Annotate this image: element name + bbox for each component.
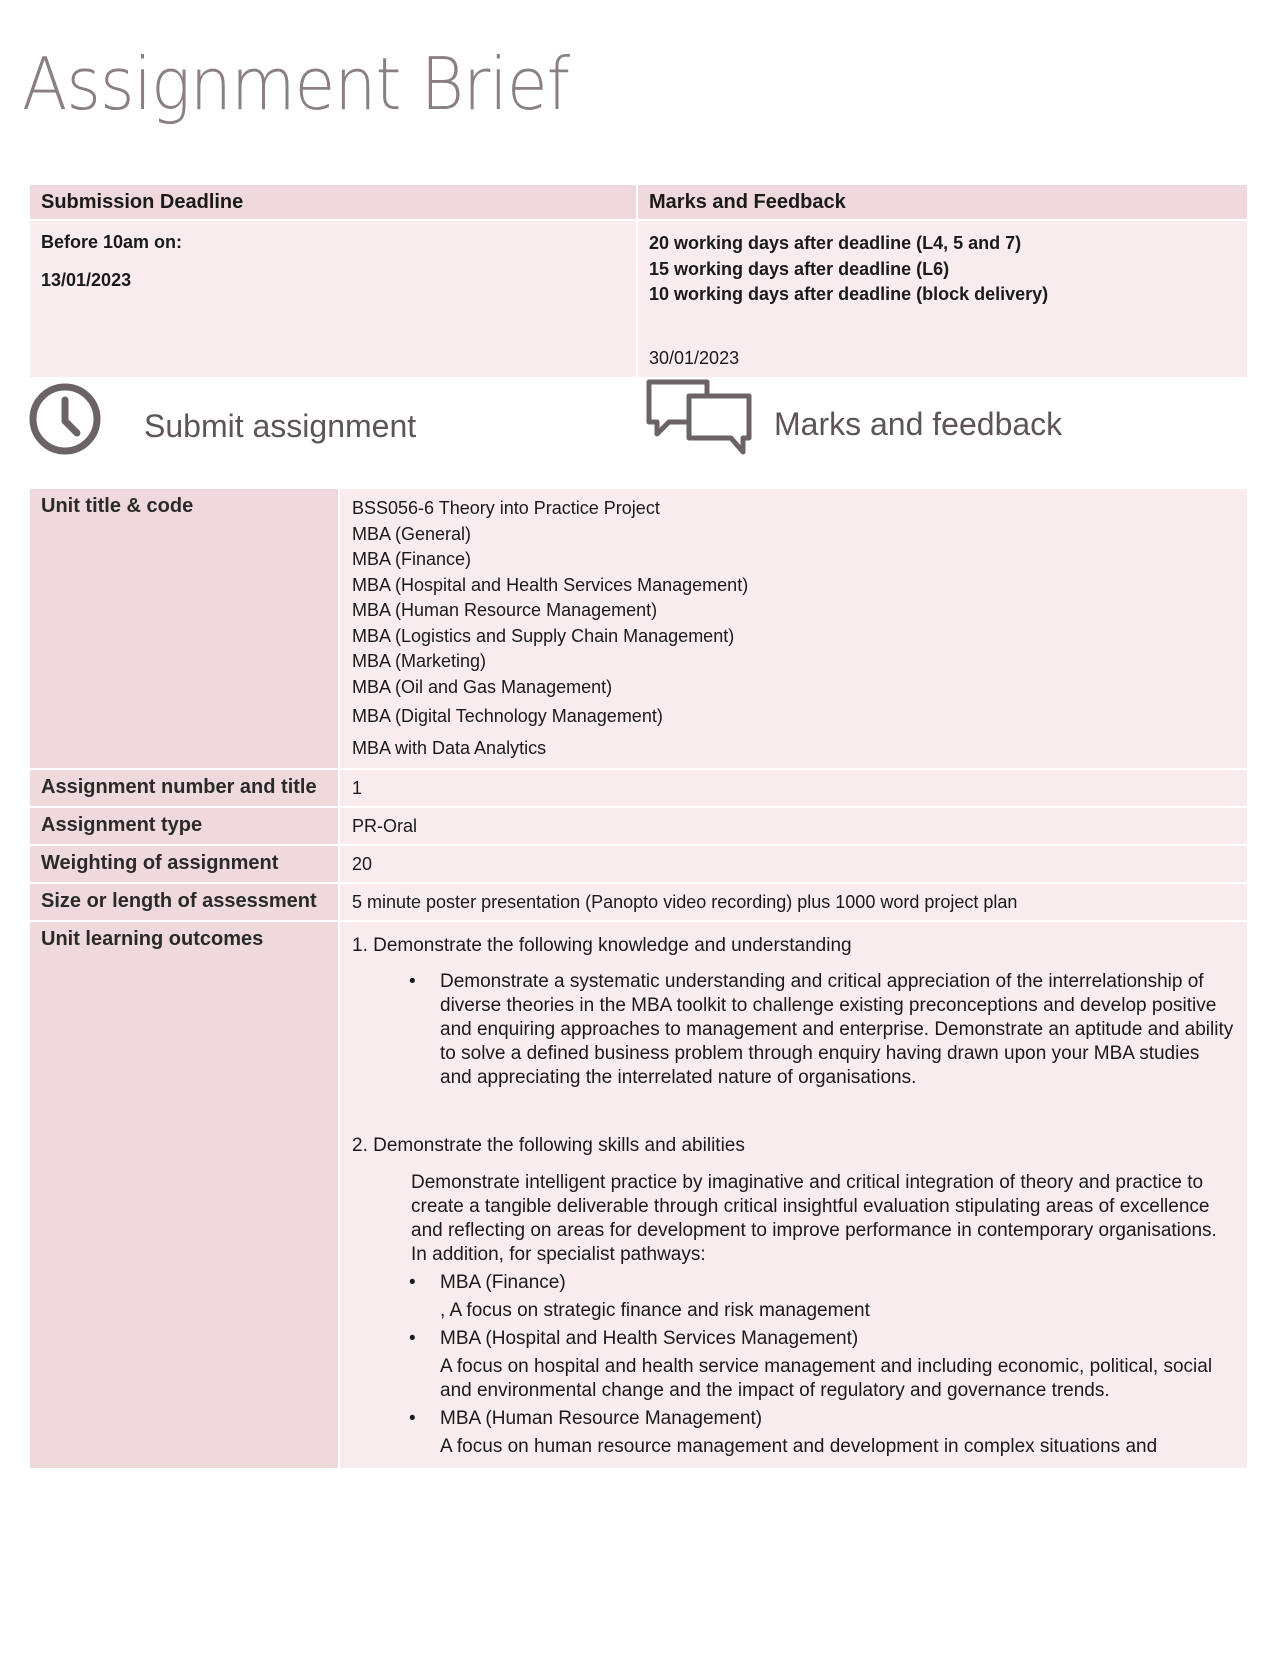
submit-assignment-label: Submit assignment [144, 408, 417, 444]
outcome-1-heading: 1. Demonstrate the following knowledge and understanding [352, 935, 852, 956]
outcome-2-text: Demonstrate intelligent practice by imaginative and critical integration of theory and practice to create a tangible deliverable through critical insightful evaluation stipulating areas of excellence and reflecting on areas for development to improve performance in contemporary organisations. In addition, for specialist pathways: [411, 1172, 1217, 1265]
unit-line: MBA (Human Resource Management) [352, 600, 658, 620]
assignment-number-value: 1 [340, 770, 1247, 806]
submission-deadline-heading: Submission Deadline [30, 185, 636, 219]
submission-deadline-cell [30, 221, 636, 377]
assignment-details-table [30, 489, 1247, 1470]
size-value: 5 minute poster presentation (Panopto video recording) plus 1000 word project plan [340, 884, 1247, 920]
size-row [30, 884, 1247, 920]
learning-outcomes-row [30, 922, 1247, 1468]
marks-feedback-label: Marks and feedback [774, 406, 1063, 442]
unit-line: MBA (Digital Technology Management) [352, 706, 663, 726]
unit-line: MBA (Logistics and Supply Chain Management) [352, 625, 735, 646]
pathway-desc: A focus on human resource management and development in complex situations and [440, 1436, 1158, 1457]
feedback-line: 20 working days after deadline (L4, 5 and 7) [649, 233, 1022, 253]
unit-line: MBA (Oil and Gas Management) [352, 676, 613, 697]
weighting-label: Weighting of assignment [30, 846, 338, 882]
unit-line: MBA (Hospital and Health Services Management) [352, 574, 749, 595]
pathway-name: • MBA (Finance) [352, 1271, 1235, 1295]
submission-date: 13/01/2023 [41, 270, 132, 290]
unit-line: MBA (General) [352, 523, 472, 544]
submission-label: Before 10am on: [41, 232, 183, 252]
assignment-type-label: Assignment type [30, 808, 338, 844]
marks-feedback-cell [638, 221, 1247, 377]
feedback-line: 15 working days after deadline (L6) [649, 258, 950, 279]
feedback-line: 10 working days after deadline (block delivery) [649, 284, 1049, 304]
assignment-number-label: Assignment number and title [30, 770, 338, 806]
chat-bubbles-icon [645, 378, 753, 456]
weighting-value: 20 [340, 846, 1247, 882]
pathway-name: • MBA (Human Resource Management) [352, 1407, 1235, 1431]
unit-title-row [30, 489, 1247, 768]
unit-title-value [340, 489, 1247, 768]
outcome-1-bullet: • Demonstrate a systematic understanding and critical appreciation of the interrelationship of diverse theories in the MBA toolkit to challenge existing preconceptions and develop positive and enquiring approaches to management and enterprise. Demonstrate an aptitude and ability to solve a defined business problem through enquiry having drawn upon your MBA studies and appreciating the interrelated nature of organisations. [352, 970, 1235, 1090]
learning-outcomes-value [340, 922, 1247, 1468]
assignment-type-row [30, 808, 1247, 844]
pathway-name: • MBA (Hospital and Health Services Management) [352, 1327, 1235, 1351]
unit-title-label: Unit title & code [30, 489, 338, 768]
assignment-number-row [30, 770, 1247, 806]
pathway-desc: A focus on hospital and health service management and including economic, political, social and environmental change and the impact of regulatory and governance trends. [440, 1356, 1213, 1401]
size-label: Size or length of assessment [30, 884, 338, 920]
unit-line: BSS056-6 Theory into Practice Project [352, 498, 660, 518]
clock-icon [28, 382, 102, 456]
outcome-2-heading: 2. Demonstrate the following skills and abilities [352, 1135, 745, 1156]
unit-line: MBA (Marketing) [352, 651, 487, 671]
icon-row [28, 378, 1248, 460]
pathway-desc: , A focus on strategic finance and risk management [440, 1300, 870, 1321]
feedback-date: 30/01/2023 [649, 347, 740, 368]
weighting-row [30, 846, 1247, 882]
marks-feedback-heading: Marks and Feedback [638, 185, 1247, 219]
deadline-table [30, 185, 1247, 377]
assignment-type-value: PR-Oral [340, 808, 1247, 844]
page-title: Assignment Brief [22, 42, 570, 126]
unit-line: MBA (Finance) [352, 549, 472, 569]
unit-line: MBA with Data Analytics [352, 737, 547, 758]
learning-outcomes-label: Unit learning outcomes [30, 922, 338, 1468]
